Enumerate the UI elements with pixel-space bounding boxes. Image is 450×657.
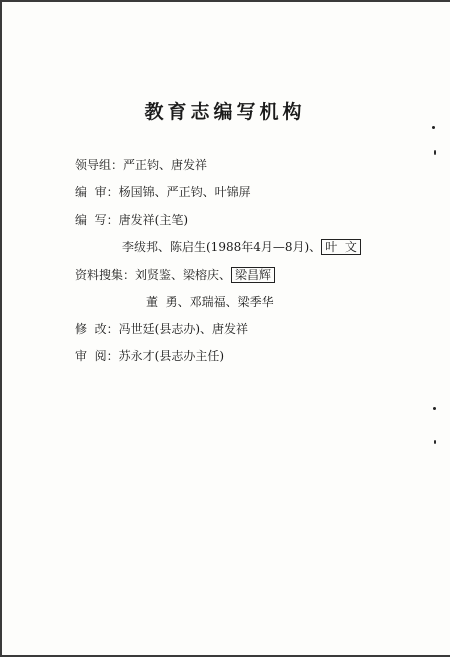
writer-continuation-boxed-name: 叶 文 xyxy=(321,239,361,255)
editor-review-label: 编 审： xyxy=(75,185,119,199)
leadership-group-line xyxy=(75,157,207,173)
leadership-group-label: 领导组： xyxy=(75,158,124,172)
page-title: 教育志编写机构 xyxy=(144,101,306,123)
material-collection-members: 刘贤鉴、梁榕庆、 xyxy=(135,268,232,282)
review-line xyxy=(75,348,224,364)
revision-line xyxy=(75,321,248,337)
material-collection-boxed-name: 梁昌辉 xyxy=(231,267,275,283)
material-collection-continuation-members: 董 勇、邓瑞福、梁季华 xyxy=(146,295,274,309)
review-members: 苏永才(县志办主任) xyxy=(118,349,225,363)
writer-label: 编 写： xyxy=(75,213,119,227)
material-collection-continuation-line xyxy=(146,294,274,310)
scan-speck xyxy=(434,150,436,155)
writer-line xyxy=(75,212,188,228)
writer-continuation-line xyxy=(122,239,361,255)
writer-members: 唐发祥(主笔) xyxy=(118,213,189,227)
material-collection-line xyxy=(75,267,275,283)
scan-speck xyxy=(434,440,436,444)
editor-review-members: 杨国锦、严正钧、叶锦屏 xyxy=(118,185,251,199)
leadership-group-members: 严正钧、唐发祥 xyxy=(123,158,208,172)
revision-members: 冯世廷(县志办)、唐发祥 xyxy=(118,322,249,336)
revision-label: 修 改： xyxy=(75,322,119,336)
scan-speck xyxy=(432,126,435,129)
review-label: 审 阅： xyxy=(75,349,119,363)
scan-speck xyxy=(433,407,436,410)
writer-continuation-text: 李绂邦、陈启生(1988年4月—8月)、 xyxy=(122,240,322,254)
scan-edge-top xyxy=(0,0,450,2)
editor-review-line xyxy=(75,184,251,200)
material-collection-label: 资料搜集： xyxy=(75,268,136,282)
